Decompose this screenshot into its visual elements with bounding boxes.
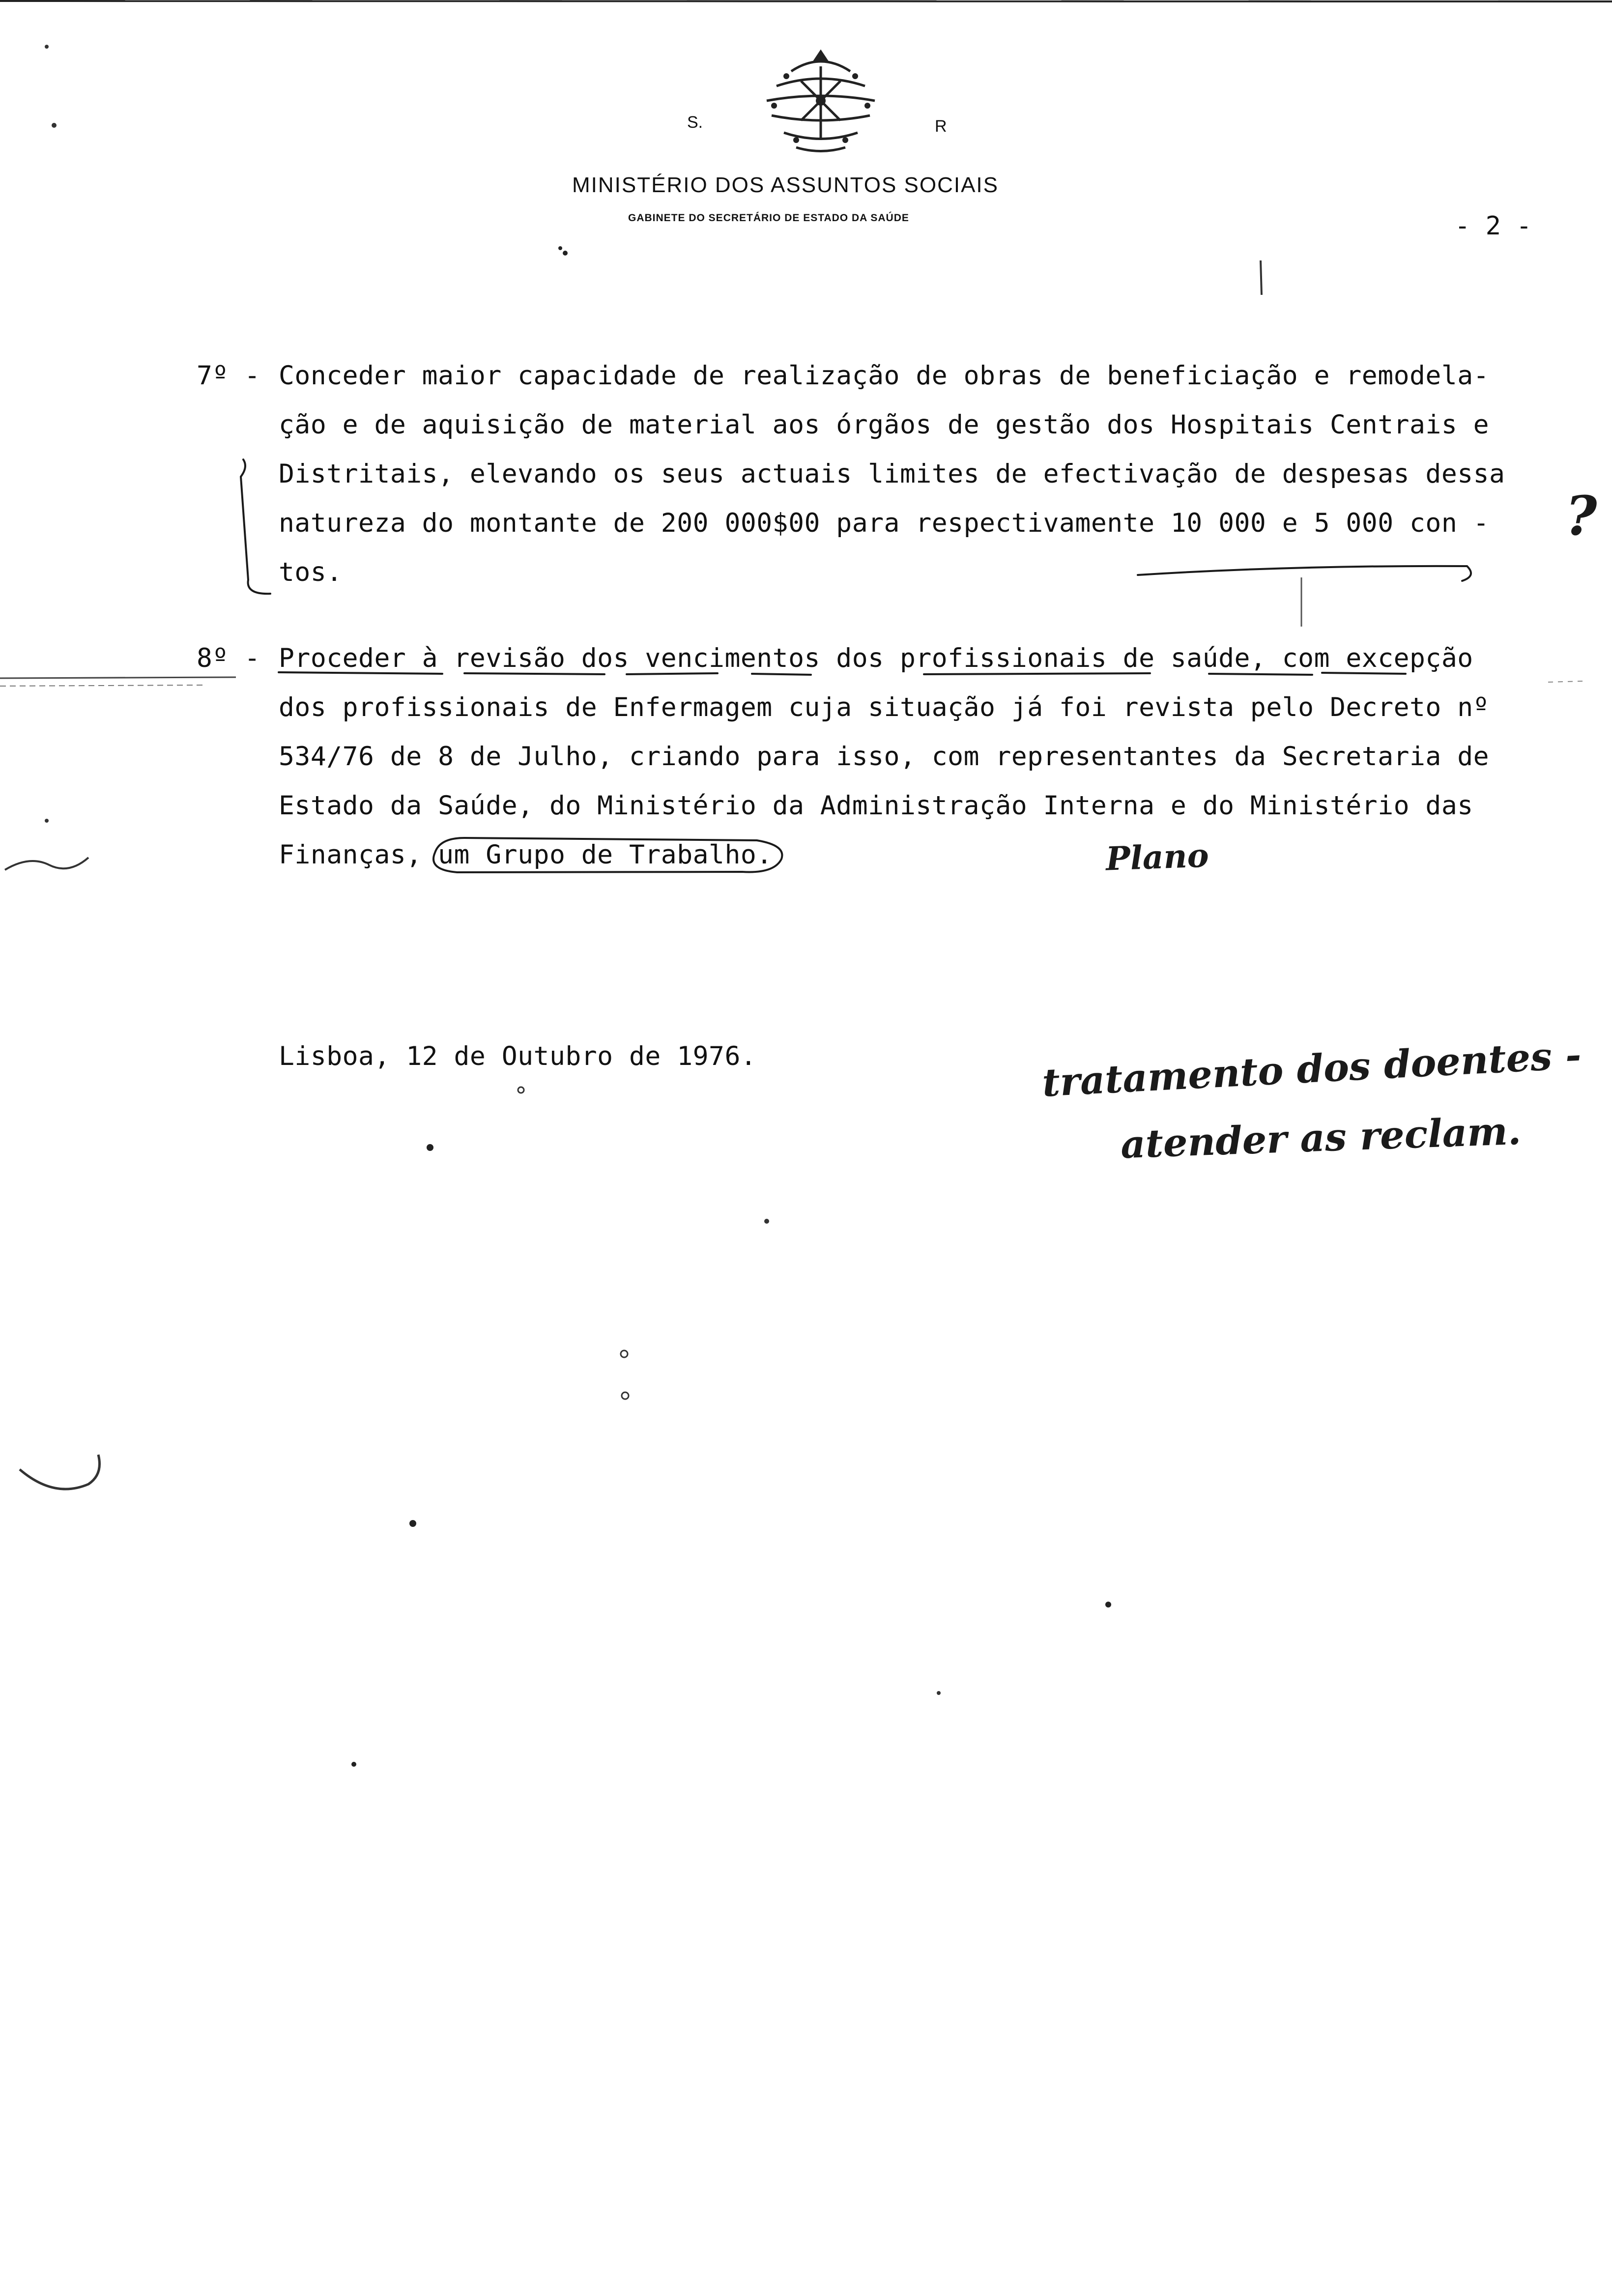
item-7-number: 7º -: [197, 361, 260, 391]
margin-question-mark: ?: [1565, 484, 1597, 547]
letterhead-left-initial: S.: [687, 113, 703, 132]
ministry-heading: MINISTÉRIO DOS ASSUNTOS SOCIAIS: [572, 173, 999, 197]
item-8-number: 8º -: [197, 643, 260, 673]
cabinet-subheading: GABINETE DO SECRETÁRIO DE ESTADO DA SAÚDE: [628, 212, 909, 224]
item-7-line: tos.: [279, 557, 343, 587]
handwritten-note-plano: Plano: [1105, 836, 1209, 878]
handwritten-note-line-1: tratamento dos doentes -: [1041, 1033, 1583, 1106]
item-7-line: ção e de aquisição de material aos órgãos de gestão dos Hospitais Centrais e: [279, 410, 1490, 440]
item-8-line: Finanças, um Grupo de Trabalho.: [279, 840, 773, 870]
handwritten-note-line-2: atender as reclam.: [1120, 1108, 1522, 1168]
item-8-line: Estado da Saúde, do Ministério da Administração Interna e do Ministério das: [279, 791, 1473, 821]
letterhead-right-initial: R: [935, 117, 947, 136]
item-8-line: dos profissionais de Enfermagem cuja situação já foi revista pelo Decreto nº: [279, 692, 1490, 722]
item-8-line: Proceder à revisão dos vencimentos dos profissionais de saúde, com excepção: [279, 643, 1473, 673]
date-line: Lisboa, 12 de Outubro de 1976.: [279, 1041, 757, 1071]
page-number: - 2 -: [1455, 211, 1532, 241]
item-8-line: 534/76 de 8 de Julho, criando para isso, com representantes da Secretaria de: [279, 742, 1490, 772]
item-7-line: Distritais, elevando os seus actuais limites de efectivação de despesas dessa: [279, 459, 1505, 489]
item-7-line: natureza do montante de 200 000$00 para respectivamente 10 000 e 5 000 con -: [279, 508, 1490, 538]
item-7-line: Conceder maior capacidade de realização de obras de beneficiação e remodela-: [279, 361, 1490, 391]
